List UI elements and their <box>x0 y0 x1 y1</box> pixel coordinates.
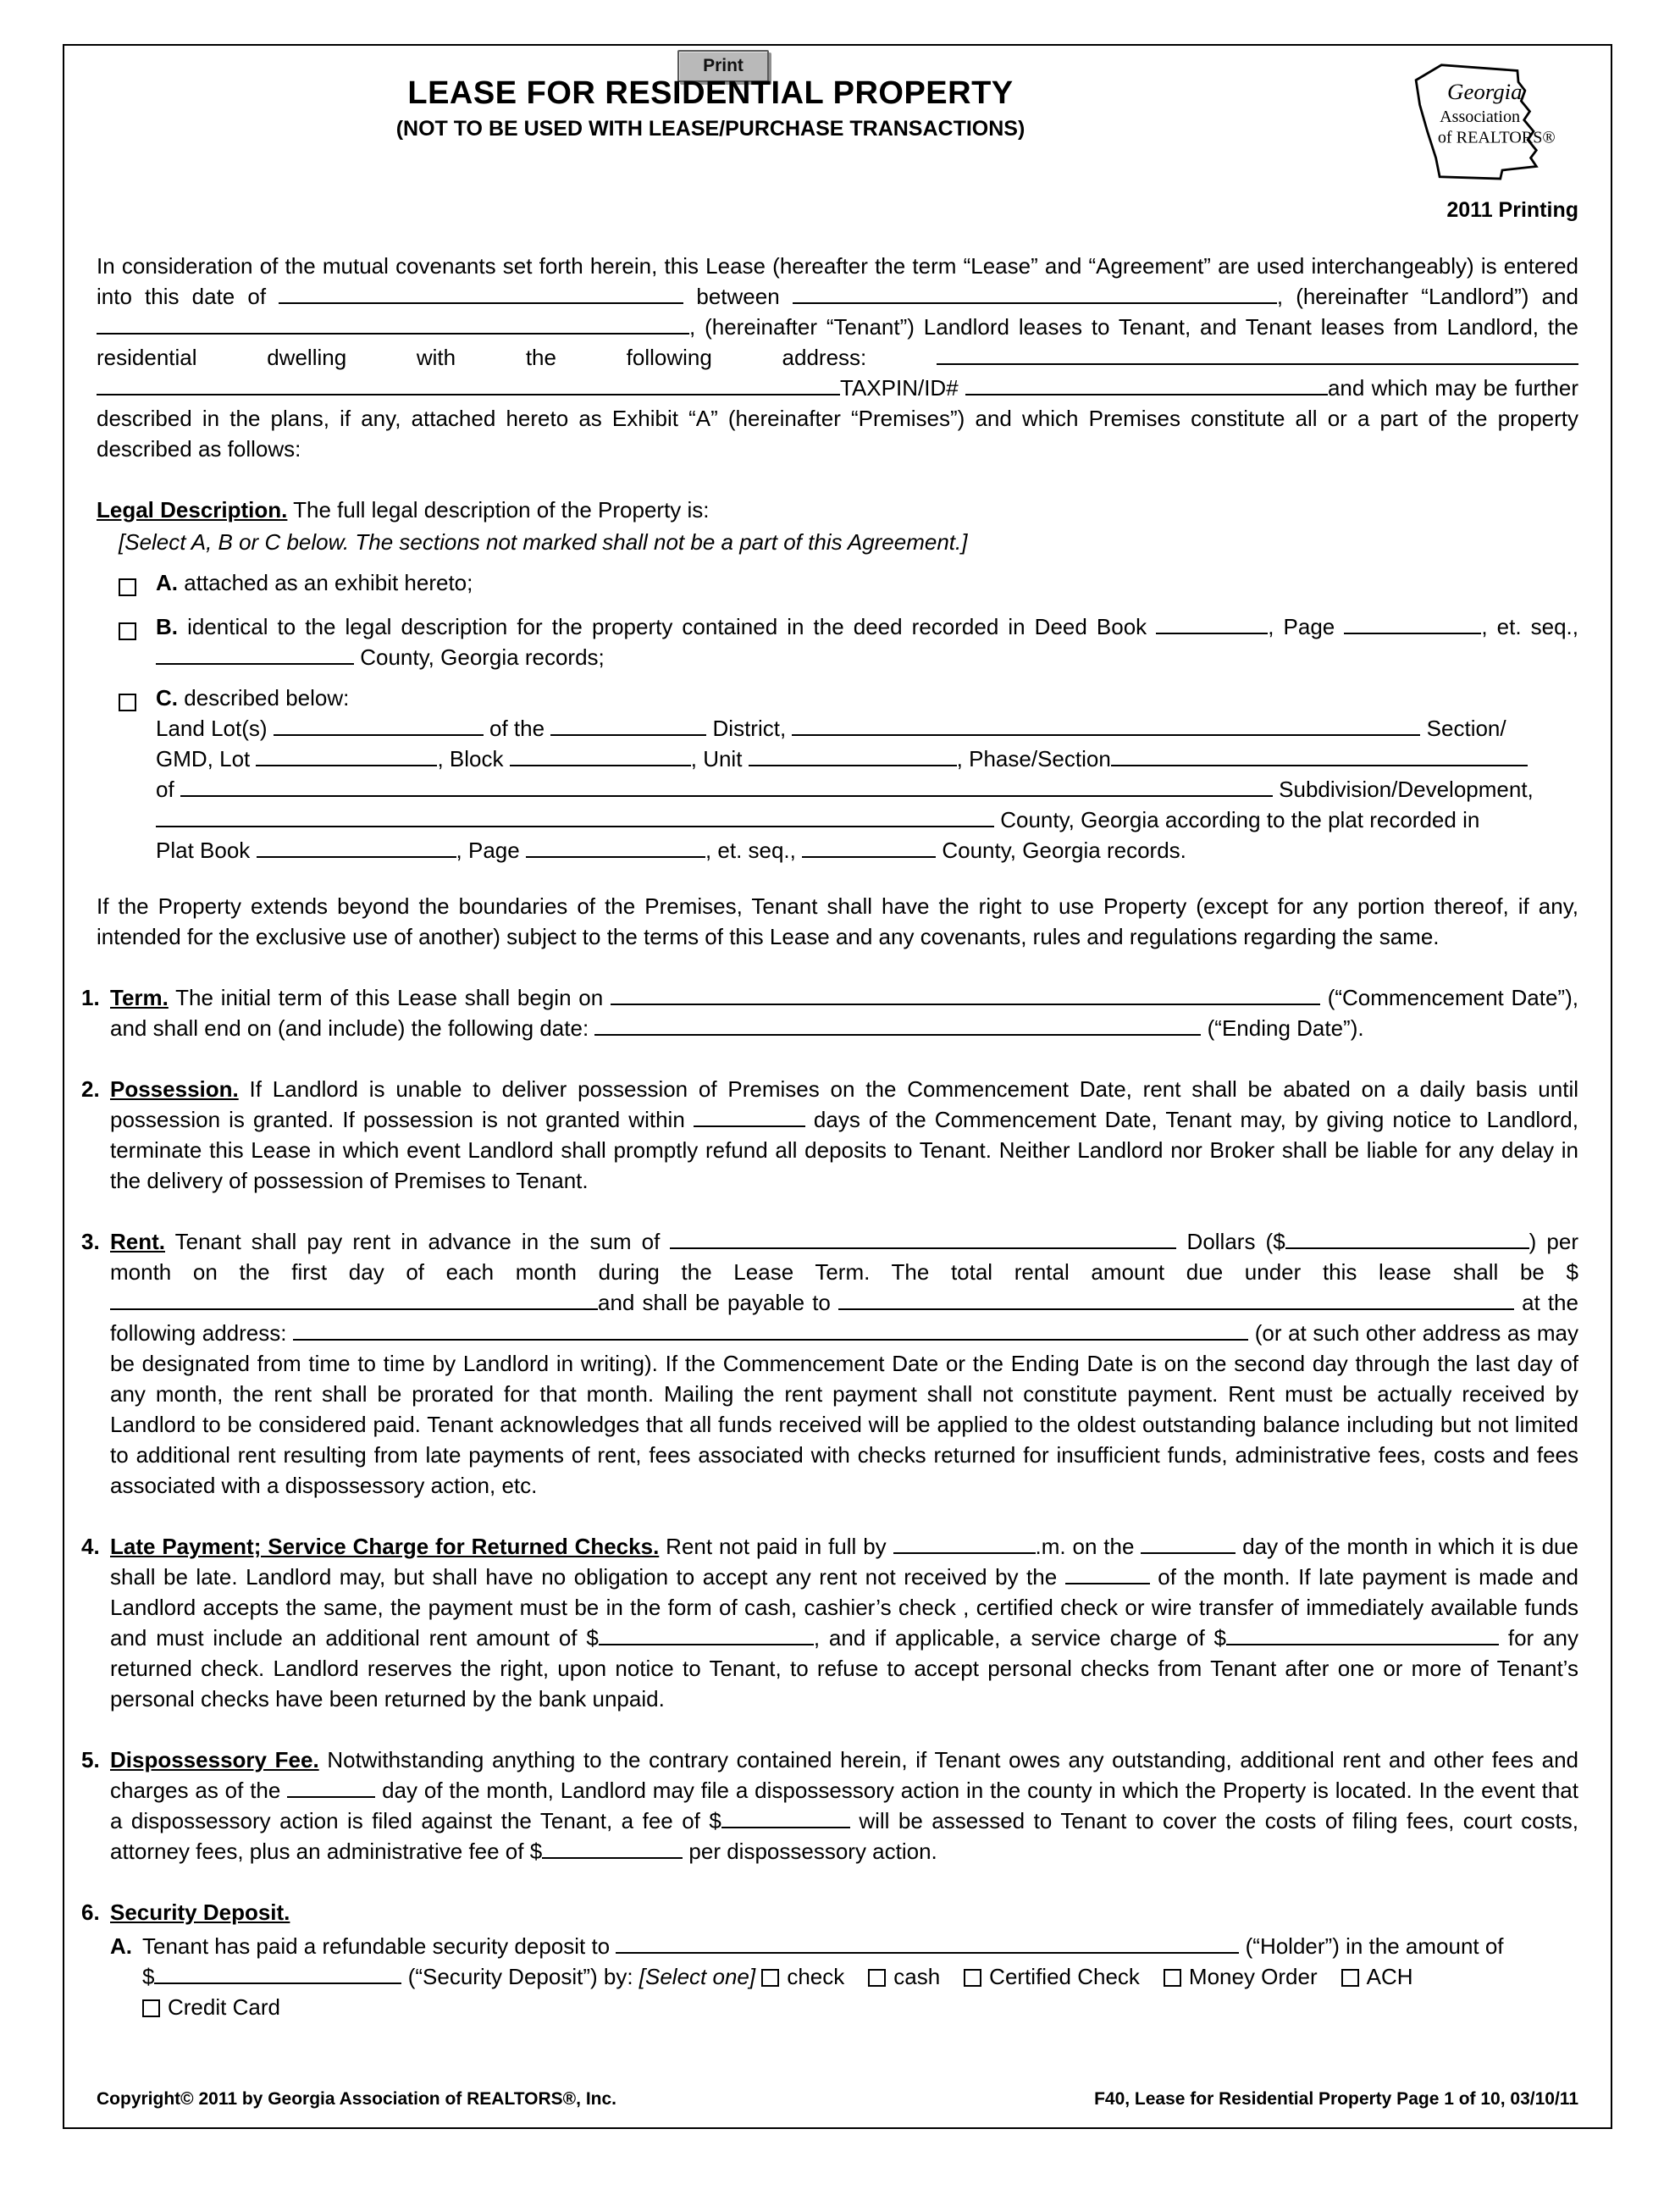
text-segment: In consideration of the mutual covenants set forth herein, this Lease (hereafter the term “Lease” and “Agreement” are used interchangeably) is entered into this date of <box>97 253 1578 309</box>
blank-field <box>287 1785 375 1798</box>
checkbox-cell <box>119 611 156 672</box>
logo-text-georgia: Georgia <box>1447 79 1523 105</box>
text-segment: , and if applicable, a service charge of $ <box>813 1625 1227 1651</box>
blank-field <box>1141 1541 1236 1554</box>
text-segment: , Page <box>1268 614 1335 639</box>
checkbox-cell <box>119 683 156 865</box>
document-footer <box>97 2053 1578 2110</box>
text-segment: , Phase/Section <box>956 746 1111 771</box>
text-segment: between <box>696 284 780 309</box>
blank-field <box>670 1236 1176 1249</box>
document-title: LEASE FOR RESIDENTIAL PROPERTY <box>407 75 1014 111</box>
section-heading: Late Payment; Service Charge for Returned Checks. <box>110 1534 660 1559</box>
option-label: B. <box>156 614 178 639</box>
text-segment: County, Georgia according to the plat recorded in <box>1000 807 1480 832</box>
text-segment: for any returned check. Landlord reserves the right, upon notice to Tenant, to refuse to accept personal checks from Tenant after one or more of Tenant’s personal checks have been returned by the bank unpaid. <box>110 1625 1578 1712</box>
blank-field <box>256 754 437 766</box>
text-segment: The initial term of this Lease shall begin on <box>175 985 604 1010</box>
blank-field <box>156 652 354 665</box>
lease-document <box>63 44 1612 2129</box>
blank-field <box>550 723 706 736</box>
text-segment: of <box>156 777 174 802</box>
blank-field <box>110 1297 598 1310</box>
section-late-payment <box>81 1531 1578 1714</box>
logo-text-realtors: of REALTORS® <box>1437 128 1556 147</box>
footer-copyright: Copyright© 2011 by Georgia Association of REALTORS®, Inc. <box>97 2089 617 2109</box>
blank-field <box>616 1941 1239 1954</box>
legal-c-line-5 <box>156 835 1578 865</box>
text-segment: , (hereinafter “Tenant”) Landlord leases to Tenant, and Tenant leases from Landlord, the residential dwelling with the following address: <box>97 314 1578 370</box>
section-heading: Rent. <box>110 1229 165 1254</box>
legal-heading-line <box>97 495 1578 525</box>
text-segment: days of the Commencement Date, Tenant may, by giving notice to Landlord, terminate this Lease in which event Landlord shall promptly refund all deposits to Tenant. Neither Landlord nor Broker shall be liable for any delay in the delivery of possession of Premises to Tenant. <box>110 1107 1578 1193</box>
text-segment: Dollars ($ <box>1186 1229 1285 1254</box>
option-label: C. <box>156 685 178 711</box>
text-segment: (“Holder”) in the amount of <box>1245 1933 1504 1959</box>
security-deposit-item-a <box>110 1931 1578 2022</box>
blank-field <box>802 845 936 858</box>
deposit-line-1 <box>142 1931 1578 1961</box>
text-segment: Tenant has paid a refundable security deposit to <box>142 1933 611 1959</box>
text-segment: per dispossessory action. <box>688 1839 937 1864</box>
blank-field <box>893 1541 1036 1554</box>
option-label: A. <box>156 570 178 595</box>
text-segment: (“Ending Date”). <box>1207 1015 1364 1041</box>
legal-c-line-1 <box>156 713 1578 744</box>
gar-logo <box>1380 59 1577 186</box>
text-segment: Notwithstanding anything to the contrary contained herein, if Tenant owes any outstanding, additional rent and other fees and charges as of the <box>110 1747 1578 1803</box>
text-segment: Section/ <box>1426 716 1506 741</box>
section-term <box>81 982 1578 1043</box>
text-segment: (“Security Deposit”) by: <box>407 1964 633 1989</box>
legal-option-a <box>119 567 1578 601</box>
blank-field <box>156 815 994 827</box>
text-segment: and shall be payable to <box>598 1290 831 1315</box>
document-header <box>97 59 1578 186</box>
checkbox-icon <box>119 694 136 711</box>
text-segment: $ <box>142 1964 155 1989</box>
blank-field <box>1065 1572 1150 1584</box>
legal-option-b <box>119 611 1578 672</box>
payment-option-money-order <box>1164 1964 1318 1989</box>
blank-field <box>1111 754 1528 766</box>
blank-field <box>721 1816 850 1828</box>
text-segment: day of the month, Landlord may file a dispossessory action in the county in which the Property is located. In the event that a dispossessory action is filed against the Tenant, a fee of $ <box>110 1778 1578 1833</box>
blank-field <box>1156 622 1268 634</box>
payment-option-certified-check <box>964 1964 1140 1989</box>
document-subtitle: (NOT TO BE USED WITH LEASE/PURCHASE TRANSACTIONS) <box>395 117 1025 141</box>
legal-c-line-3 <box>156 774 1578 805</box>
legal-c-line-4 <box>156 805 1578 835</box>
legal-description-section <box>97 495 1578 865</box>
text-segment: County, Georgia records. <box>942 838 1186 863</box>
text-segment: , et. seq., <box>705 838 796 863</box>
intro-paragraph <box>97 251 1578 464</box>
text-segment: Plat Book <box>156 838 251 863</box>
checkbox-icon <box>119 578 136 596</box>
print-button[interactable]: Print <box>677 50 769 82</box>
checkbox-icon <box>964 1969 981 1987</box>
text-segment: identical to the legal description for the property contained in the deed recorded in Deed Book <box>187 614 1147 639</box>
text-segment: Rent not paid in full by <box>666 1534 887 1559</box>
blank-field <box>594 1023 1201 1036</box>
payment-option-ach <box>1341 1964 1413 1989</box>
checkbox-icon <box>1164 1969 1181 1987</box>
text-segment: at the following address: <box>110 1290 1578 1346</box>
blank-field <box>526 845 705 858</box>
blank-field <box>1344 622 1481 634</box>
text-segment: , (hereinafter “Landlord”) and <box>1276 284 1578 309</box>
blank-field <box>965 383 1328 395</box>
option-c-intro <box>156 683 1578 713</box>
section-number: 6. <box>81 1900 100 1925</box>
checkbox-label: Money Order <box>1188 1964 1318 1989</box>
blank-field <box>599 1633 814 1645</box>
checkbox-icon <box>1341 1969 1359 1987</box>
checkbox-cell <box>119 567 156 601</box>
blank-field <box>1285 1236 1529 1249</box>
blank-field <box>279 291 683 304</box>
section-possession <box>81 1074 1578 1196</box>
logo-text-association: Association <box>1440 107 1521 126</box>
section-heading: Possession. <box>110 1076 239 1102</box>
blank-field <box>694 1114 805 1127</box>
checkbox-icon <box>142 1999 160 2017</box>
checkbox-label: Credit Card <box>168 1994 280 2020</box>
text-segment: , Page <box>456 838 520 863</box>
payment-option-credit-card <box>142 1994 280 2020</box>
text-segment: will be assessed to Tenant to cover the costs of filing fees, court costs, attorney fees, plus an administrative fee of $ <box>110 1808 1578 1864</box>
subitem-label: A. <box>110 1933 132 1959</box>
checkbox-label: ACH <box>1366 1964 1413 1989</box>
property-extends-note: If the Property extends beyond the boundaries of the Premises, Tenant shall have the right to use Property (except for any portion thereof, if any, intended for the exclusive use of another) subject to the terms of this Lease and any covenants, rules and regulations regarding the same. <box>97 893 1578 949</box>
text-segment: The full legal description of the Property is: <box>293 497 710 523</box>
text-segment: .m. on the <box>1035 1534 1135 1559</box>
blank-field <box>257 845 456 858</box>
blank-field <box>611 993 1320 1005</box>
legal-c-line-2 <box>156 744 1578 774</box>
blank-field <box>180 784 1273 797</box>
blank-field <box>838 1297 1514 1310</box>
blank-field <box>97 383 840 395</box>
blank-field <box>154 1971 401 1984</box>
payment-option-cash <box>868 1964 940 1989</box>
deposit-line-3 <box>142 1992 1578 2022</box>
section-heading: Dispossessory Fee. <box>110 1747 319 1772</box>
select-one-note: [Select one] <box>638 1964 756 1989</box>
text-segment: TAXPIN/ID# <box>840 375 959 401</box>
checkbox-label: cash <box>893 1964 941 1989</box>
checkbox-icon <box>761 1969 779 1987</box>
text-segment: (“Commencement Date”), and shall end on (and include) the following date: <box>110 985 1578 1041</box>
text-segment: (or at such other address as may be designated from time to time by Landlord in writing). If the Commencement Date or the Ending Date is on the second day through the last day of any month, the rent shall be prorated for that month. Mailing the rent payment shall not constitute payment. Rent must be actually received by Landlord to be considered paid. Tenant acknowledges that all funds received will be applied to the oldest outstanding balance including but not limited to additional rent resulting from late payments of rent, fees associated with checks returned for insufficient funds, administrative fees, costs and fees associated with a dispossessory action, etc. <box>110 1320 1579 1498</box>
select-instruction: [Select A, B or C below. The sections not marked shall not be a part of this Agreement.] <box>119 529 968 555</box>
text-segment: and which may be further described in the plans, if any, attached hereto as Exhibit “A” (hereinafter “Premises”) and which Premises constitute all or a part of the property described as follows: <box>97 375 1578 462</box>
text-segment: Land Lot(s) <box>156 716 268 741</box>
blank-field <box>792 723 1420 736</box>
blank-field <box>293 1328 1248 1341</box>
text-segment: GMD, Lot <box>156 746 251 771</box>
text-segment: day of the month in which it is due shall be late. Landlord may, but shall have no obligation to accept any rent not received by the <box>110 1534 1578 1590</box>
blank-field <box>749 754 957 766</box>
text-segment: Subdivision/Development, <box>1279 777 1534 802</box>
blank-field <box>97 322 689 335</box>
checkbox-icon <box>868 1969 886 1987</box>
section-rent <box>81 1226 1578 1501</box>
blank-field <box>1226 1633 1499 1645</box>
checkbox-icon <box>119 622 136 640</box>
blank-field <box>793 291 1277 304</box>
section-number: 1. <box>81 985 100 1010</box>
text-segment: If Landlord is unable to deliver possession of Premises on the Commencement Date, rent shall be abated on a daily basis until possession is granted. If possession is not granted within <box>110 1076 1578 1132</box>
legal-heading: Legal Description. <box>97 497 288 523</box>
text-segment: District, <box>712 716 787 741</box>
section-security-deposit <box>81 1897 1578 2022</box>
section-number: 3. <box>81 1229 100 1254</box>
text-segment: County, Georgia records; <box>360 644 605 670</box>
text-segment: of the <box>489 716 545 741</box>
blank-field <box>510 754 691 766</box>
text-segment: described below: <box>184 685 350 711</box>
checkbox-label: Certified Check <box>989 1964 1140 1989</box>
payment-option-check <box>761 1964 844 1989</box>
blank-field <box>274 723 484 736</box>
text-segment: , Unit <box>690 746 743 771</box>
section-dispossessory-fee <box>81 1745 1578 1866</box>
section-number: 4. <box>81 1534 100 1559</box>
blank-field <box>542 1846 683 1859</box>
title-block <box>97 59 1324 144</box>
legal-option-c <box>119 683 1578 865</box>
checkbox-label: check <box>787 1964 845 1989</box>
section-number: 5. <box>81 1747 100 1772</box>
text-segment: attached as an exhibit hereto; <box>184 570 473 595</box>
text-segment: ) per month on the first day of each month during the Lease Term. The total rental amount due under this lease shall be $ <box>110 1229 1578 1285</box>
georgia-state-icon <box>1380 59 1577 186</box>
section-heading: Security Deposit. <box>110 1900 290 1925</box>
footer-form-reference: F40, Lease for Residential Property Page 1 of 10, 03/10/11 <box>1094 2089 1578 2109</box>
deposit-line-2 <box>142 1961 1578 1992</box>
section-heading: Term. <box>110 985 169 1010</box>
text-segment: of the month. If late payment is made and Landlord accepts the same, the payment must be in the form of cash, cashier’s check , certified check or wire transfer of immediately available funds and must include an additional rent amount of $ <box>110 1564 1579 1651</box>
text-segment: Tenant shall pay rent in advance in the sum of <box>174 1229 661 1254</box>
section-number: 2. <box>81 1076 100 1102</box>
text-segment: , Block <box>437 746 504 771</box>
blank-field <box>937 352 1578 365</box>
printing-note: 2011 Printing <box>1446 198 1578 222</box>
text-segment: , et. seq., <box>1481 614 1579 639</box>
